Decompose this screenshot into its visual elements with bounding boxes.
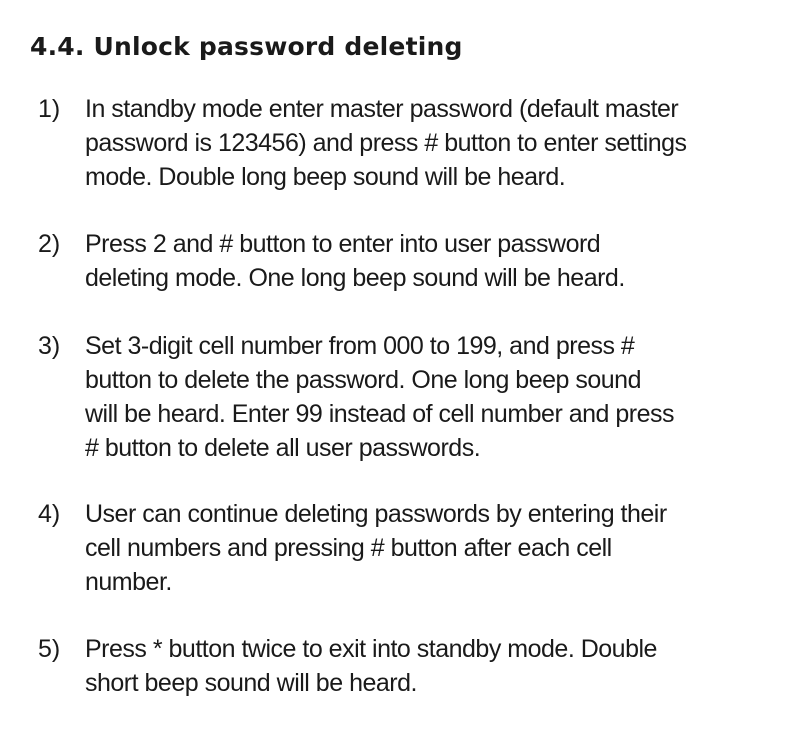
step-text-line: number. [85,568,172,596]
step-text-line: mode. Double long beep sound will be heard. [85,163,566,191]
step-text-line: # button to delete all user passwords. [85,434,481,462]
step-text-line: password is 123456) and press # button to enter settings [85,129,687,157]
step-text-line: Set 3-digit cell number from 000 to 199, and press # [85,332,635,360]
step-number: 1) [38,95,61,123]
step-text-line: will be heard. Enter 99 instead of cell number and press [85,400,675,428]
step-number: 5) [38,635,61,663]
step-text-line: cell numbers and pressing # button after each cell [85,534,612,562]
step-text-line: Press * button twice to exit into standby mode. Double [85,635,657,663]
step-text-line: Press 2 and # button to enter into user password [85,230,601,258]
step-text-line: deleting mode. One long beep sound will be heard. [85,264,625,292]
step-number: 3) [38,332,61,360]
step-text-line: button to delete the password. One long beep sound [85,366,641,394]
step-text-line: User can continue deleting passwords by entering their [85,500,667,528]
step-number: 4) [38,500,61,528]
step-number: 2) [38,230,61,258]
section-title: 4.4. Unlock password deleting [30,32,463,61]
step-text-line: short beep sound will be heard. [85,669,417,697]
step-text-line: In standby mode enter master password (default master [85,95,679,123]
